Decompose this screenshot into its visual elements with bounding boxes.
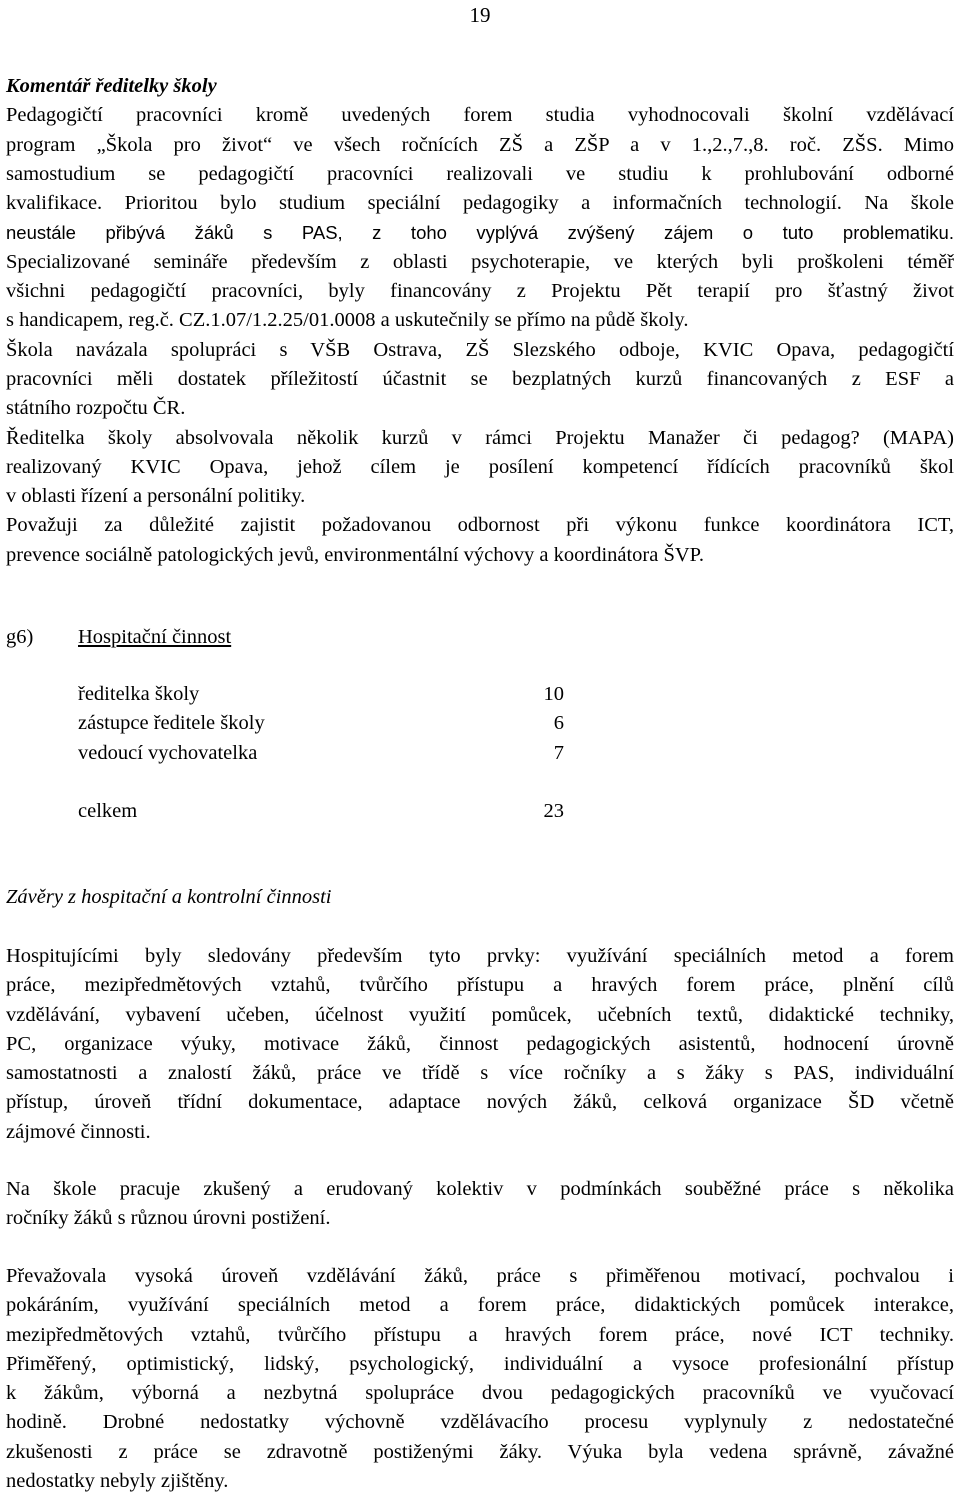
stat-total-row — [78, 797, 564, 826]
paragraph-line: Hospitujícími byly sledovány především tyto prvky: využívání speciálních metod a forem — [6, 945, 954, 967]
commentary-line: státního rozpočtu ČR. — [6, 397, 186, 420]
paragraph-line: zájmové činnosti. — [6, 1120, 151, 1143]
commentary-line: samostudium se pedagogičtí pracovníci realizovali ve studiu k prohlubování odborné — [6, 162, 954, 185]
paragraph-line: nedostatky nebyly zjištěny. — [6, 1470, 229, 1493]
commentary-line: pracovníci měli dostatek příležitostí účastnit se bezplatných kurzů financovaných z ESF a — [6, 367, 954, 390]
paragraph-line: vzdělávání, vybavení učeben, účelnost využití pomůcek, učebních textů, didaktické techniky, — [6, 1003, 954, 1026]
commentary-line: Pedagogičtí pracovníci kromě uvedených forem studia vyhodnocovali školní vzdělávací — [6, 104, 954, 127]
paragraph-line: mezipředmětových vztahů, tvůrčího přístupu a hravých forem práce, nové ICT techniky. — [6, 1323, 954, 1346]
section-label: g6) — [6, 626, 34, 648]
conclusions-heading: Závěry z hospitační a kontrolní činnosti — [6, 886, 332, 908]
commentary-line: prevence sociálně patologických jevů, environmentální výchovy a koordinátora ŠVP. — [6, 543, 704, 566]
paragraph-line: pokáráním, využívání speciálních metod a forem práce, didaktických pomůcek interakce, — [6, 1294, 954, 1317]
stat-label: ředitelka školy — [78, 683, 200, 705]
conclusions-paragraph-2 — [6, 1175, 954, 1234]
page-number: 19 — [469, 3, 491, 27]
paragraph-line: zkušenosti z práce se zdravotně postiženými žáky. Výuka byla vedena správně, závažné — [6, 1440, 954, 1463]
paragraph-line: práce, mezipředmětových vztahů, tvůrčího přístupu a hravých forem práce, plnění cílů — [6, 974, 954, 997]
stat-label: vedoucí vychovatelka — [78, 741, 258, 764]
commentary-line: s handicapem, reg.č. CZ.1.07/1.2.25/01.0008 a uskutečnily se přímo na půdě školy. — [6, 309, 689, 332]
paragraph-line: Na škole pracuje zkušený a erudovaný kolektiv v podmínkách souběžné práce s několika — [6, 1178, 954, 1200]
paragraph-line: přístup, úroveň třídní dokumentace, adaptace nových žáků, celková organizace ŠD včetně — [6, 1091, 954, 1114]
inspection-stats — [78, 680, 564, 826]
conclusions-paragraph-1 — [6, 942, 954, 1147]
paragraph-line: Přiměřený, optimistický, lidský, psychologický, individuální a vysoce profesionální přístup — [6, 1352, 954, 1375]
paragraph-line: ročníky žáků s různou úrovni postižení. — [6, 1207, 331, 1230]
stat-row — [78, 709, 564, 738]
paragraph-line: k žákům, výborná a nezbytná spolupráce dvou pedagogických pracovníků ve vyučovací — [6, 1382, 954, 1405]
commentary-line: Ředitelka školy absolvovala několik kurzů v rámci Projektu Manažer či pedagog? (MAPA) — [6, 426, 954, 449]
stat-row — [78, 680, 564, 709]
commentary-line: neustále přibývá žáků s PAS, z toho vyplývá zvýšený zájem o tuto problematiku. — [6, 222, 954, 244]
paragraph-line: hodině. Drobné nedostatky výchovně vzdělávacího procesu vyplynuly z nedostatečné — [6, 1411, 954, 1434]
commentary-line: kvalifikace. Prioritou bylo studium speciální pedagogiky a informačních technologií. Na škole — [6, 192, 954, 215]
stat-total-label: celkem — [78, 799, 138, 822]
stat-label: zástupce ředitele školy — [78, 712, 265, 735]
commentary-line: Škola navázala spolupráci s VŠB Ostrava, ZŠ Slezského odboje, KVIC Opava, pedagogičtí — [6, 338, 954, 361]
conclusions-title — [6, 883, 954, 912]
section-title: Hospitační činnost — [78, 626, 232, 648]
conclusions-paragraph-3 — [6, 1262, 954, 1496]
commentary-section — [6, 72, 954, 570]
stat-row — [78, 739, 564, 768]
paragraph-line: Převažovala vysoká úroveň vzdělávání žáků, práce s přiměřenou motivací, pochvalou i — [6, 1265, 954, 1287]
commentary-line: Považuji za důležité zajistit požadovanou odbornost při výkonu funkce koordinátora ICT, — [6, 514, 954, 537]
paragraph-line: samostatnosti a znalostí žáků, práce ve třídě s více ročníky a s žáky s PAS, individuální — [6, 1062, 954, 1085]
commentary-line: program „Škola pro život“ ve všech ročnících ZŠ a ZŠP a v 1.,2.,7.,8. roč. ZŠS. Mimo — [6, 133, 954, 156]
commentary-line: realizovaný KVIC Opava, jehož cílem je posílení kompetencí řídících pracovníků škol — [6, 455, 954, 478]
stat-value: 10 — [543, 683, 564, 705]
stat-value: 6 — [553, 712, 564, 735]
commentary-line: v oblasti řízení a personální politiky. — [6, 485, 306, 508]
paragraph-line: PC, organizace výuky, motivace žáků, činnost pedagogických asistentů, hodnocení úrovně — [6, 1032, 954, 1055]
commentary-line: Specializované semináře především z oblasti psychoterapie, ve kterých byli proškoleni téměř — [6, 250, 954, 273]
stat-total-value: 23 — [543, 799, 564, 822]
stat-value: 7 — [553, 741, 564, 764]
commentary-title: Komentář ředitelky školy — [6, 75, 217, 97]
commentary-line: všichni pedagogičtí pracovníci, byly financovány z Projektu Pět terapií pro šťastný život — [6, 280, 954, 303]
